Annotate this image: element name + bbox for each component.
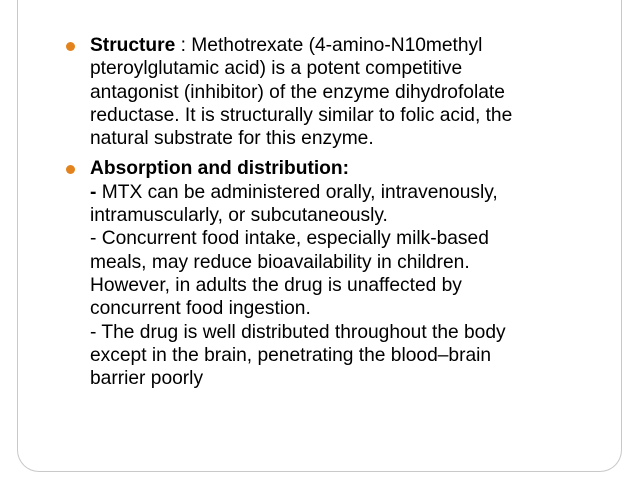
- slide-content: [66, 34, 606, 397]
- bullet-line: reductase. It is structurally similar to folic acid, the: [90, 104, 513, 126]
- bullet-line: antagonist (inhibitor) of the enzyme dihydrofolate: [90, 81, 505, 103]
- bullet-line: However, in adults the drug is unaffected by: [90, 274, 462, 296]
- bullet-line: - The drug is well distributed throughout the body: [90, 321, 506, 343]
- bullet-text: MTX can be administered orally, intravenously,: [101, 181, 498, 203]
- bullet-dash: -: [90, 181, 102, 203]
- bullet-line: concurrent food ingestion.: [90, 298, 311, 320]
- bullet-line: pteroylglutamic acid) is a potent competitive: [90, 58, 463, 80]
- bullet-heading: Absorption and distribution:: [90, 158, 349, 180]
- bullet-structure: [66, 34, 606, 150]
- bullet-line: [90, 181, 606, 204]
- bullet-line: meals, may reduce bioavailability in children.: [90, 251, 470, 273]
- bullet-heading: Structure: [90, 35, 176, 56]
- bullet-text: : Methotrexate (4-amino-N10methyl: [175, 35, 483, 56]
- bullet-dot-icon: [66, 165, 75, 174]
- bullet-line: natural substrate for this enzyme.: [90, 128, 374, 150]
- bullet-line: - Concurrent food intake, especially milk-based: [90, 228, 489, 250]
- bullet-absorption: [66, 157, 606, 390]
- bullet-dot-icon: [66, 42, 75, 51]
- bullet-line: barrier poorly: [90, 368, 204, 390]
- bullet-line: intramuscularly, or subcutaneously.: [90, 205, 388, 227]
- bullet-line: [90, 34, 606, 57]
- bullet-line: except in the brain, penetrating the blood–brain: [90, 344, 492, 366]
